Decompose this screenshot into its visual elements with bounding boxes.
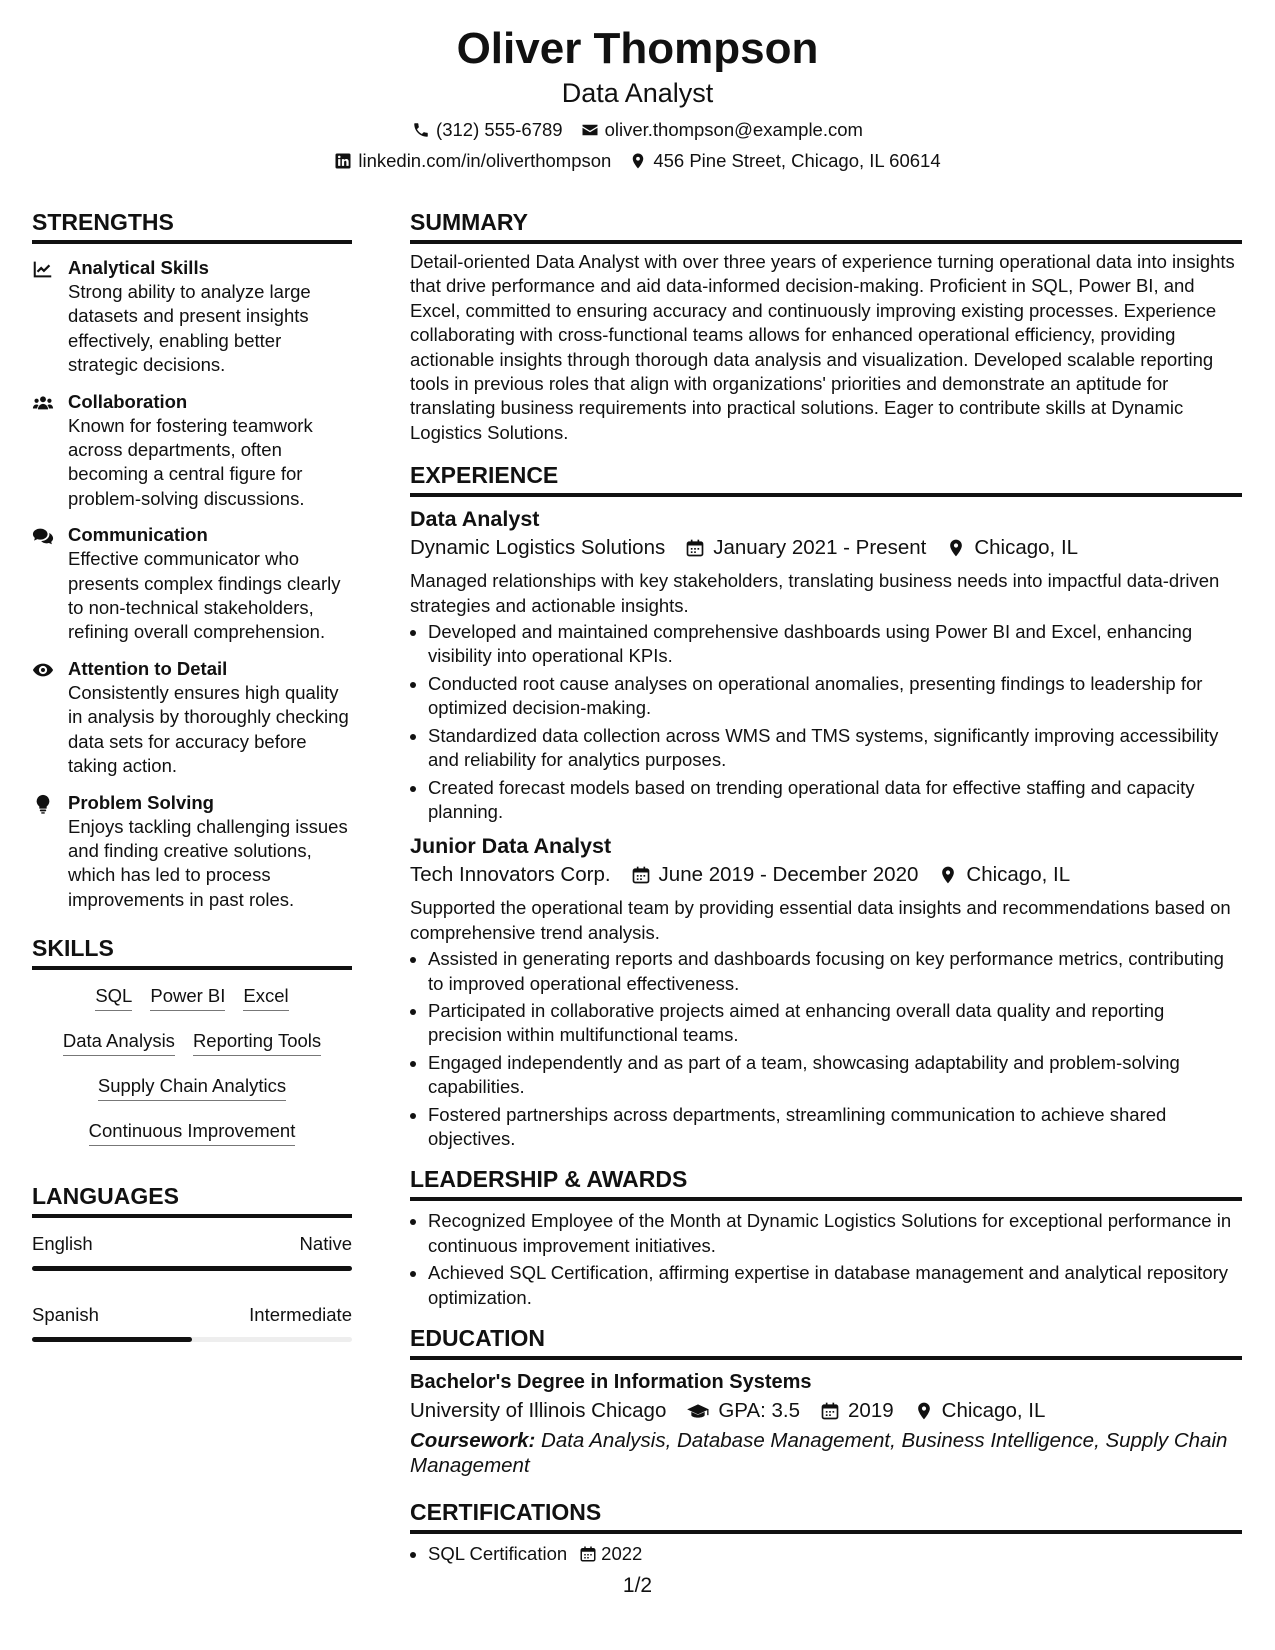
candidate-name: Oliver Thompson	[456, 24, 819, 73]
gpa-group	[686, 1396, 800, 1426]
leadership-heading: LEADERSHIP & AWARDS	[410, 1165, 1242, 1201]
job-location-group	[938, 860, 1070, 890]
language-proficiency-fill	[32, 1337, 192, 1342]
job-role: Data Analyst	[410, 507, 540, 532]
language-proficiency-bar	[32, 1337, 352, 1342]
job-bullet: Created forecast models based on trending operational data for effective staffing and capacity planning.	[410, 776, 1242, 825]
strength-item	[32, 791, 352, 913]
languages-heading: LANGUAGES	[32, 1182, 352, 1218]
strength-title: Attention to Detail	[68, 657, 228, 679]
job-dates: January 2021 - Present	[713, 536, 927, 560]
strengths-heading: STRENGTHS	[32, 208, 352, 244]
linkedin-contact[interactable]	[334, 149, 611, 173]
phone-number: (312) 555-6789	[436, 119, 563, 140]
certifications-section	[410, 1498, 1242, 1566]
job-bullet: Standardized data collection across WMS and TMS systems, significantly improving accessibility and reliability for analytics purposes.	[410, 724, 1242, 773]
leadership-bullets	[410, 1209, 1242, 1310]
language-proficiency-fill	[32, 1266, 352, 1271]
skills-heading: SKILLS	[32, 934, 352, 970]
language-proficiency-bar	[32, 1266, 352, 1271]
calendar-icon	[685, 538, 705, 558]
phone-contact	[412, 118, 563, 142]
skill-row	[32, 984, 352, 1011]
language-level: Native	[299, 1233, 352, 1255]
map-marker-icon	[938, 865, 958, 885]
certification-year: 2022	[601, 1543, 643, 1564]
job-location: Chicago, IL	[974, 536, 1079, 560]
degree-title: Bachelor's Degree in Information Systems	[410, 1371, 812, 1393]
calendar-icon	[631, 865, 651, 885]
skill-tag: Power BI	[150, 984, 225, 1011]
strength-description: Enjoys tackling challenging issues and finding creative solutions, which has led to process improvements in past roles.	[68, 815, 348, 910]
certification-name: SQL Certification	[428, 1543, 568, 1564]
certifications-heading: CERTIFICATIONS	[410, 1498, 1242, 1534]
language-item	[32, 1303, 352, 1342]
education-section	[410, 1324, 1242, 1478]
language-level: Intermediate	[249, 1304, 352, 1326]
phone-icon	[412, 121, 430, 139]
job-entry	[410, 505, 1242, 824]
chart-line-icon	[32, 258, 54, 280]
coursework-list: Data Analysis, Database Management, Business Intelligence, Supply Chain Management	[410, 1429, 1228, 1477]
email-address[interactable]: oliver.thompson@example.com	[604, 119, 863, 140]
job-bullets	[410, 947, 1242, 1151]
job-bullet: Engaged independently and as part of a team, showcasing adaptability and problem-solving capabilities.	[410, 1051, 1242, 1100]
strength-title: Communication	[68, 524, 208, 546]
strength-description: Known for fostering teamwork across departments, often becoming a central figure for problem-solving discussions.	[68, 414, 313, 509]
school-name: University of Illinois Chicago	[410, 1399, 667, 1422]
skill-tag: Reporting Tools	[193, 1029, 321, 1056]
skill-tag: Continuous Improvement	[89, 1119, 296, 1146]
map-marker-icon	[629, 152, 647, 170]
languages-section	[32, 1182, 352, 1342]
education-location-group	[914, 1396, 1046, 1426]
skill-tag: Data Analysis	[63, 1029, 175, 1056]
job-location: Chicago, IL	[966, 863, 1071, 887]
graduation-year-group	[820, 1396, 894, 1426]
experience-section	[410, 461, 1242, 1151]
graduation-year: 2019	[848, 1399, 894, 1422]
skill-row	[32, 1074, 352, 1101]
summary-text: Detail-oriented Data Analyst with over three years of experience turning operational data into insights that drive performance and aid data-informed decision-making. Proficient in SQL, Power BI, and Excel, committed to ensuring accuracy and continuously improving existing processes. Experience collaborating with cross-functional teams allows for enhanced operational efficiency, providing actionable insights through thorough data analysis and visualization. Developed scalable reporting tools in previous roles that align with organizations' priorities and demonstrate an aptitude for translating business requirements into practical solutions. Eager to contribute skills at Dynamic Logistics Solutions.	[410, 251, 1235, 443]
education-heading: EDUCATION	[410, 1324, 1242, 1360]
job-meta	[410, 860, 1242, 890]
linkedin-icon	[334, 152, 352, 170]
certification-item	[410, 1542, 1242, 1566]
strength-title: Problem Solving	[68, 791, 214, 813]
coursework-label: Coursework:	[410, 1429, 536, 1452]
lightbulb-icon	[32, 793, 54, 815]
strength-item	[32, 657, 352, 779]
leadership-bullet: Recognized Employee of the Month at Dynamic Logistics Solutions for exceptional performance in continuous improvement initiatives.	[410, 1209, 1242, 1258]
strength-description: Strong ability to analyze large datasets and present insights effectively, enabling better strategic decisions.	[68, 281, 311, 376]
strength-title: Analytical Skills	[68, 257, 209, 278]
strength-description: Consistently ensures high quality in analysis by thoroughly checking data sets for accuracy before taking action.	[68, 681, 349, 777]
skill-tag: SQL	[95, 984, 132, 1011]
resume-header	[0, 22, 1275, 173]
job-bullet: Participated in collaborative projects aimed at enhancing overall data quality and reporting precision within multifunctional teams.	[410, 999, 1242, 1048]
eye-icon	[32, 659, 54, 681]
job-bullet: Developed and maintained comprehensive dashboards using Power BI and Excel, enhancing visibility into operational KPIs.	[410, 620, 1242, 669]
page-number: 1/2	[622, 1574, 653, 1597]
right-column	[410, 208, 1242, 1569]
job-dates-group	[631, 860, 919, 890]
job-bullet: Conducted root cause analyses on operational anomalies, presenting findings to leadership for optimized decision-making.	[410, 672, 1242, 721]
job-dates-group	[685, 533, 926, 563]
summary-section	[410, 208, 1242, 445]
strength-item	[32, 256, 352, 378]
job-bullet: Assisted in generating reports and dashboards focusing on key performance metrics, contributing to improved operational effectiveness.	[410, 947, 1242, 996]
candidate-title: Data Analyst	[561, 78, 714, 108]
skill-row	[32, 1029, 352, 1056]
education-location: Chicago, IL	[941, 1399, 1046, 1422]
strength-description: Effective communicator who presents complex findings clearly to non-technical stakeholders, refining overall comprehension.	[68, 548, 341, 643]
experience-heading: EXPERIENCE	[410, 461, 1242, 497]
skills-section	[32, 934, 352, 1146]
job-meta	[410, 533, 1242, 563]
skill-tag: Supply Chain Analytics	[98, 1074, 286, 1101]
summary-heading: SUMMARY	[410, 208, 1242, 244]
calendar-icon	[820, 1401, 840, 1421]
job-summary: Supported the operational team by providing essential data insights and recommendations based on comprehensive trend analysis.	[410, 897, 1231, 943]
users-icon	[32, 392, 54, 414]
strengths-section	[32, 208, 352, 912]
envelope-icon	[581, 121, 599, 139]
language-name: Spanish	[32, 1304, 99, 1326]
strength-item	[32, 523, 352, 645]
street-address: 456 Pine Street, Chicago, IL 60614	[653, 150, 941, 171]
job-location-group	[946, 533, 1078, 563]
gpa: GPA: 3.5	[718, 1399, 801, 1422]
strength-item	[32, 390, 352, 512]
job-company: Dynamic Logistics Solutions	[410, 536, 666, 560]
left-column	[32, 208, 352, 1374]
job-entry	[410, 832, 1242, 1151]
job-bullet: Fostered partnerships across departments, streamlining communication to achieve shared objectives.	[410, 1103, 1242, 1152]
job-bullets	[410, 620, 1242, 824]
skills-list	[32, 984, 352, 1146]
language-name: English	[32, 1233, 93, 1255]
email-contact[interactable]	[581, 118, 863, 142]
map-marker-icon	[946, 538, 966, 558]
strength-title: Collaboration	[68, 390, 188, 412]
language-item	[32, 1232, 352, 1271]
contact-line-1	[0, 118, 1275, 142]
certification-year-group	[579, 1542, 642, 1566]
linkedin-url[interactable]: linkedin.com/in/oliverthompson	[358, 150, 612, 171]
map-marker-icon	[914, 1401, 934, 1421]
coursework	[410, 1428, 1242, 1478]
certification-list	[410, 1542, 1242, 1566]
contact-line-2	[0, 149, 1275, 173]
job-company: Tech Innovators Corp.	[410, 863, 611, 887]
skill-tag: Excel	[243, 984, 288, 1011]
job-dates: June 2019 - December 2020	[658, 863, 919, 887]
skill-row	[32, 1119, 352, 1146]
education-meta	[410, 1396, 1242, 1426]
leadership-bullet: Achieved SQL Certification, affirming expertise in database management and analytical repository optimization.	[410, 1261, 1242, 1310]
job-role: Junior Data Analyst	[410, 834, 612, 859]
leadership-section	[410, 1165, 1242, 1310]
graduation-cap-icon	[686, 1401, 710, 1421]
comments-icon	[32, 525, 54, 547]
job-summary: Managed relationships with key stakeholders, translating business needs into impactful data-driven strategies and actionable insights.	[410, 570, 1220, 616]
calendar-icon	[579, 1545, 597, 1563]
address-contact	[629, 149, 940, 173]
